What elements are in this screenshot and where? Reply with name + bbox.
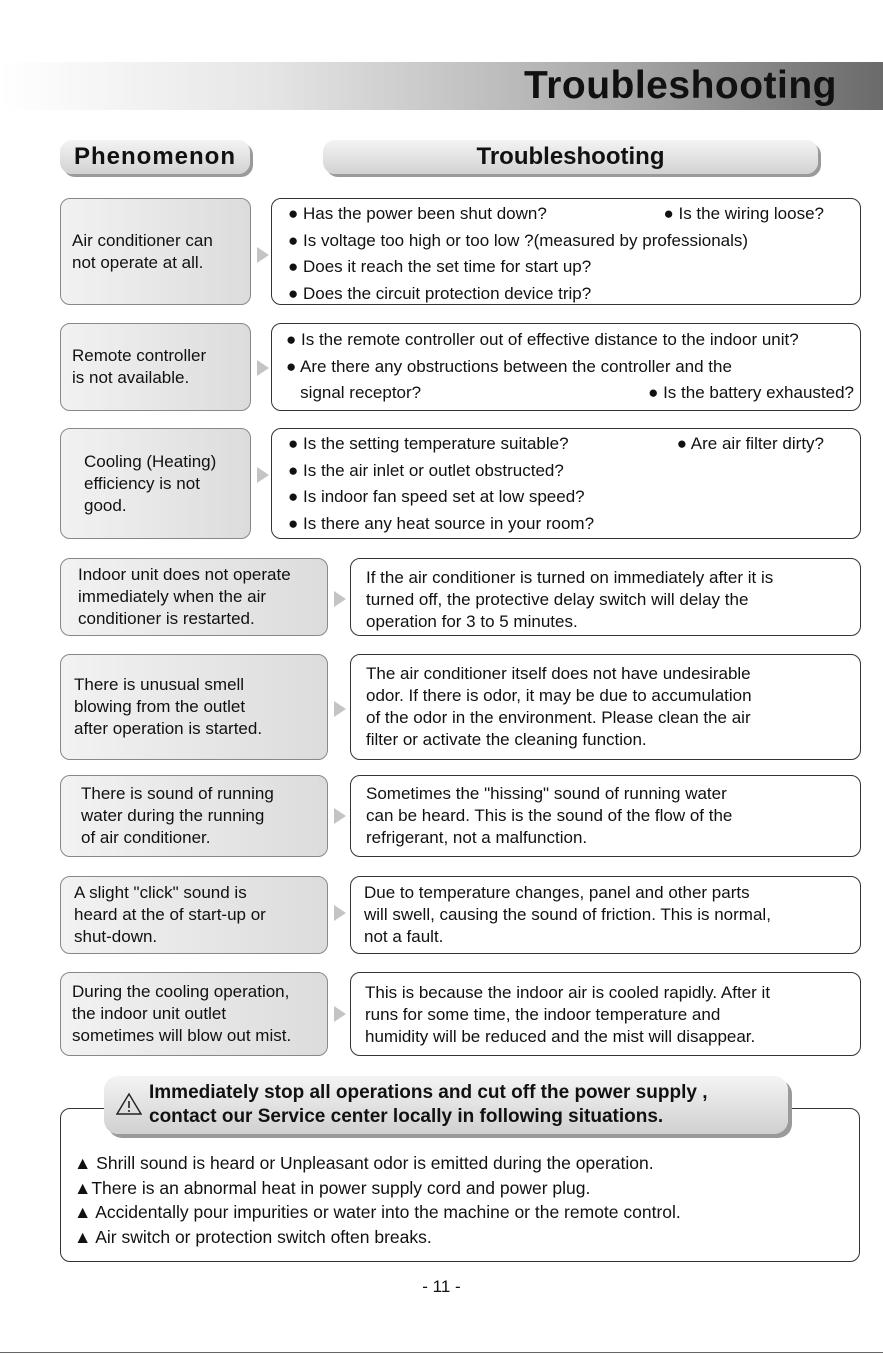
page-title: Troubleshooting bbox=[524, 64, 837, 107]
page-number: - 11 - bbox=[422, 1277, 461, 1296]
phenomenon-text: Cooling (Heating) efficiency is not good. bbox=[84, 451, 217, 515]
bullet-line: ● Is indoor fan speed set at low speed? bbox=[288, 487, 585, 506]
warning-title: Immediately stop all operations and cut off the power supply , contact our Service center locally in following situations. bbox=[149, 1082, 708, 1127]
arrow-icon bbox=[257, 467, 269, 483]
bullet-line: ● Are there any obstructions between the controller and the bbox=[286, 356, 732, 376]
troubleshooting-box bbox=[350, 775, 861, 857]
phenomenon-box bbox=[60, 428, 251, 539]
phenomenon-text: Indoor unit does not operate immediately when the air conditioner is restarted. bbox=[78, 565, 291, 628]
phenomenon-column-header: Phenomenon bbox=[60, 140, 250, 174]
bullet-line: ● Is the air inlet or outlet obstructed? bbox=[288, 460, 564, 480]
troubleshooting-text: Due to temperature changes, panel and other parts will swell, causing the sound of friction. This is normal, not a fault. bbox=[364, 883, 771, 946]
bullet-line: ● Does it reach the set time for start up? bbox=[288, 257, 592, 276]
warning-item: ▲ Accidentally pour impurities or water into the machine or the remote control. bbox=[74, 1202, 681, 1222]
bullet-line: ● Is the setting temperature suitable? ● Are air filter dirty? bbox=[288, 434, 824, 453]
phenomenon-box bbox=[60, 775, 328, 857]
troubleshooting-box bbox=[350, 654, 861, 760]
arrow-icon bbox=[257, 360, 269, 376]
troubleshooting-box bbox=[271, 323, 861, 411]
troubleshooting-text: The air conditioner itself does not have undesirable odor. If there is odor, it may be due to accumulation of the odor in the environment. Please clean the air filter or activate the cleaning function. bbox=[366, 664, 752, 749]
phenomenon-box bbox=[60, 323, 251, 411]
arrow-icon bbox=[334, 905, 346, 921]
arrow-icon bbox=[334, 591, 346, 607]
phenomenon-text: During the cooling operation, the indoor unit outlet sometimes will blow out mist. bbox=[72, 982, 292, 1045]
bullet-line: ● Does the circuit protection device trip? bbox=[288, 283, 592, 303]
warning-item: ▲There is an abnormal heat in power supply cord and power plug. bbox=[74, 1177, 591, 1198]
bullet-line: ● Is voltage too high or too low ?(measured by professionals) bbox=[288, 230, 749, 250]
arrow-icon bbox=[334, 701, 346, 717]
troubleshooting-text: If the air conditioner is turned on immediately after it is turned off, the protective delay switch will delay the operation for 3 to 5 minutes. bbox=[366, 568, 774, 631]
warning-item: ▲ Shrill sound is heard or Unpleasant odor is emitted during the operation. bbox=[74, 1153, 654, 1173]
phenomenon-box bbox=[60, 198, 251, 305]
troubleshooting-text: Sometimes the "hissing" sound of running water can be heard. This is the sound of the flow of the refrigerant, not a malfunction. bbox=[366, 784, 733, 847]
phenomenon-text: Remote controller is not available. bbox=[72, 346, 207, 387]
troubleshooting-text: This is because the indoor air is cooled rapidly. After it runs for some time, the indoor temperature and humidity will be reduced and the mist will disappear. bbox=[365, 983, 771, 1046]
phenomenon-text: Air conditioner can not operate at all. bbox=[72, 230, 213, 272]
phenomenon-box bbox=[60, 972, 328, 1056]
phenomenon-box bbox=[60, 654, 328, 760]
bottom-divider bbox=[0, 1352, 883, 1353]
warning-list bbox=[74, 1151, 681, 1249]
phenomenon-box bbox=[60, 876, 328, 954]
phenomenon-text: There is unusual smell blowing from the outlet after operation is started. bbox=[74, 675, 263, 738]
phenomenon-text: There is sound of running water during the running of air conditioner. bbox=[81, 784, 274, 847]
phenomenon-text: A slight "click" sound is heard at the of start-up or shut-down. bbox=[74, 883, 266, 946]
troubleshooting-box bbox=[350, 972, 861, 1056]
bullet-line: signal receptor? ● Is the battery exhausted? bbox=[286, 383, 854, 402]
troubleshooting-column-header: Troubleshooting bbox=[323, 140, 818, 174]
warning-item: ▲ Air switch or protection switch often breaks. bbox=[74, 1226, 432, 1247]
arrow-icon bbox=[257, 247, 269, 263]
bullet-line: ● Has the power been shut down? ● Is the wiring loose? bbox=[288, 204, 824, 223]
phenomenon-box bbox=[60, 558, 328, 636]
troubleshooting-box bbox=[350, 558, 861, 636]
bullet-line: ● Is the remote controller out of effective distance to the indoor unit? bbox=[286, 330, 799, 349]
troubleshooting-box bbox=[350, 876, 861, 954]
bullet-line: ● Is there any heat source in your room? bbox=[288, 513, 595, 533]
warning-triangle-icon bbox=[116, 1092, 142, 1116]
troubleshooting-box bbox=[271, 428, 861, 539]
troubleshooting-box bbox=[271, 198, 861, 305]
arrow-icon bbox=[334, 808, 346, 824]
arrow-icon bbox=[334, 1006, 346, 1022]
